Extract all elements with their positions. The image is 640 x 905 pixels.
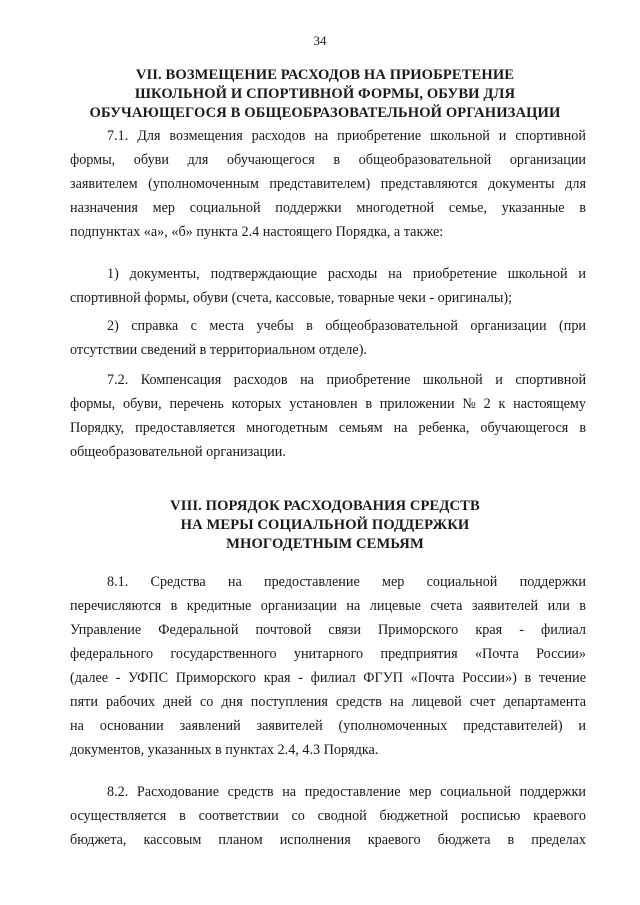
text-line: перечисляются в кредитные организации на лицевые счета заявителей или в xyxy=(70,598,587,614)
text-line: спортивной формы, обуви (счета, кассовые, товарные чеки - оригиналы); xyxy=(70,290,513,306)
paragraph-7-2 xyxy=(70,368,586,464)
text-line: 7.1. Для возмещения расходов на приобретение школьной и спортивной xyxy=(107,128,586,144)
heading-line: ШКОЛЬНОЙ И СПОРТИВНОЙ ФОРМЫ, ОБУВИ ДЛЯ xyxy=(134,86,516,102)
list-item-2 xyxy=(70,314,586,362)
text-line: Порядку, предоставляется многодетным семьям на ребенка, обучающегося в xyxy=(70,420,587,436)
heading-line: VII. ВОЗМЕЩЕНИЕ РАСХОДОВ НА ПРИОБРЕТЕНИЕ xyxy=(135,67,515,83)
text-line: 2) справка с места учебы в общеобразовательной организации (при xyxy=(107,318,587,334)
text-line: подпунктах «а», «б» пункта 2.4 настоящего Порядка, а также: xyxy=(70,224,444,240)
text-line: общеобразовательной организации. xyxy=(70,444,286,460)
heading-line: НА МЕРЫ СОЦИАЛЬНОЙ ПОДДЕРЖКИ xyxy=(180,517,470,533)
text-line: документов, указанных в пунктах 2.4, 4.3 Порядка. xyxy=(70,742,379,758)
paragraph-8-2 xyxy=(70,780,586,852)
heading-line: ОБУЧАЮЩЕГОСЯ В ОБЩЕОБРАЗОВАТЕЛЬНОЙ ОРГАНИЗАЦИИ xyxy=(89,105,561,121)
list-item-1 xyxy=(70,262,586,310)
text-line: бюджета, кассовым планом исполнения краевого бюджета в пределах xyxy=(70,832,587,848)
text-line: осуществляется в соответствии со сводной бюджетной росписью краевого xyxy=(70,808,586,824)
text-line: формы, обуви, перечень которых установлен в приложении № 2 к настоящему xyxy=(70,396,587,412)
text-line: (далее - УФПС Приморского края - филиал ФГУП «Почта России») в течение xyxy=(70,670,586,686)
text-line: формы, обуви для обучающегося в общеобразовательной организации xyxy=(70,152,587,168)
text-line: федерального государственного унитарного предприятия «Почта России» xyxy=(70,646,586,662)
section-7-heading xyxy=(60,66,590,123)
text-line: назначения мер социальной поддержки многодетной семье, указанные в xyxy=(70,200,586,216)
paragraph-7-1 xyxy=(70,124,586,244)
text-line: на основании заявлений заявителей (уполномоченных представителей) и xyxy=(70,718,586,734)
text-line: пяти рабочих дней со дня поступления средств на лицевой счет департамента xyxy=(70,694,587,710)
text-line: 8.1. Средства на предоставление мер социальной поддержки xyxy=(107,574,586,590)
heading-line: МНОГОДЕТНЫМ СЕМЬЯМ xyxy=(226,536,424,552)
text-line: Управление Федеральной почтовой связи Приморского края - филиал xyxy=(70,622,586,638)
paragraph-8-1 xyxy=(70,570,586,762)
text-line: 8.2. Расходование средств на предоставление мер социальной поддержки xyxy=(107,784,587,800)
page-number: 34 xyxy=(313,33,327,48)
text-line: 7.2. Компенсация расходов на приобретение школьной и спортивной xyxy=(107,372,587,388)
section-8-heading xyxy=(60,497,590,554)
heading-line: VIII. ПОРЯДОК РАСХОДОВАНИЯ СРЕДСТВ xyxy=(170,498,480,514)
text-line: заявителем (уполномоченным представителем) представляются документы для xyxy=(70,176,586,192)
text-line: 1) документы, подтверждающие расходы на приобретение школьной и xyxy=(107,266,587,282)
text-line: отсутствии сведений в территориальном отделе). xyxy=(70,342,367,358)
